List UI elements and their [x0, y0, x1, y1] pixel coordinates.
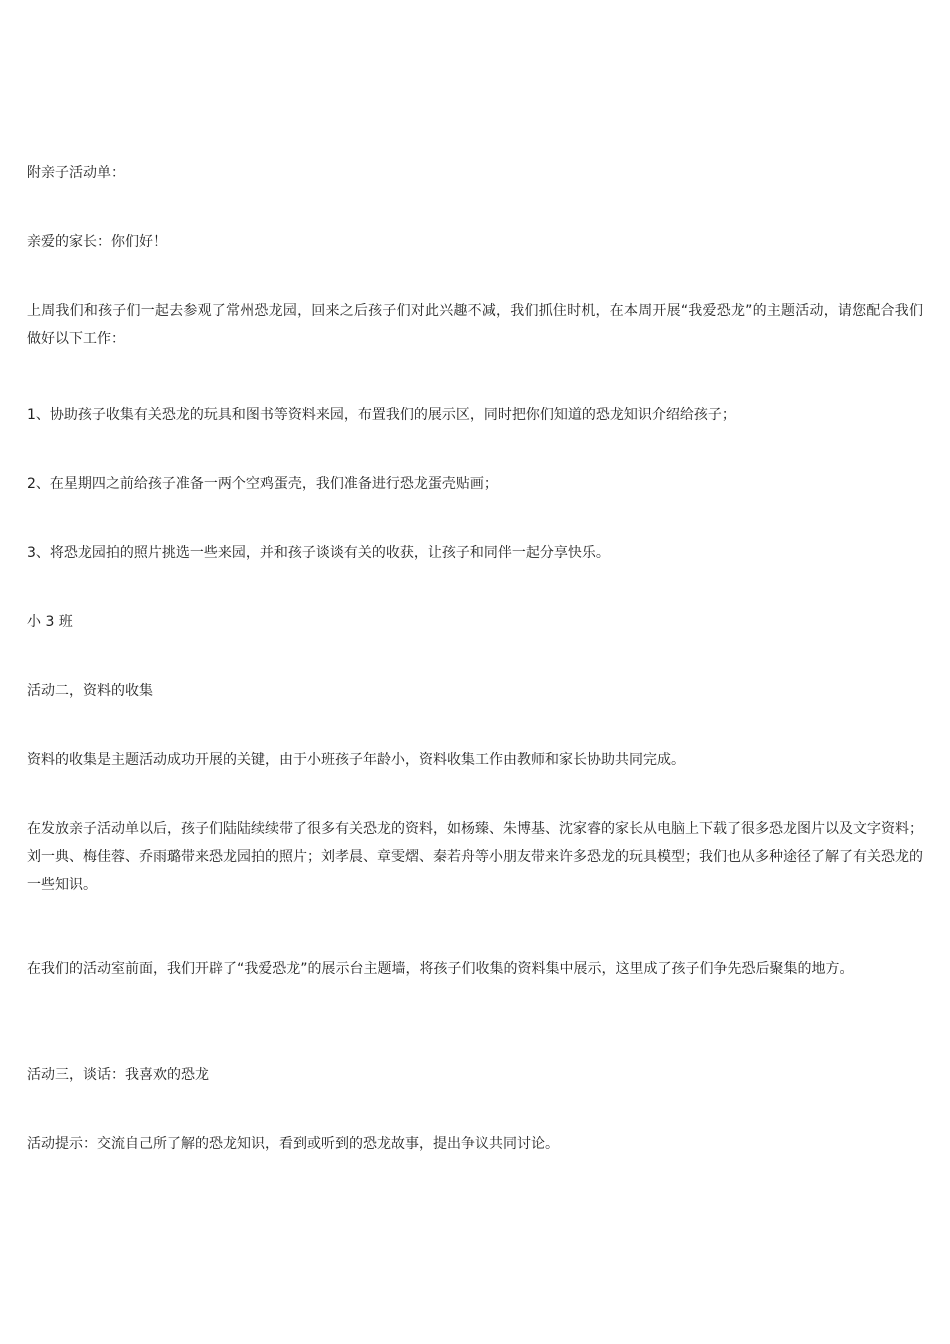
- activity-two-heading: 活动二，资料的收集: [27, 683, 153, 699]
- document-page: [27, 0, 923, 1344]
- collection-paragraph: 资料的收集是主题活动成功开展的关键，由于小班孩子年龄小，资料收集工作由教师和家长协助共同完成。: [27, 752, 685, 768]
- greeting: 亲爱的家长：你们好！: [27, 234, 167, 250]
- attachment-heading: 附亲子活动单：: [27, 165, 125, 181]
- task-item-1: 1、协助孩子收集有关恐龙的玩具和图书等资料来园，布置我们的展示区，同时把你们知道的恐龙知识介绍给孩子；: [27, 407, 736, 423]
- activity-three-heading: 活动三，谈话：我喜欢的恐龙: [27, 1067, 209, 1083]
- intro-paragraph: 上周我们和孩子们一起去参观了常州恐龙园，回来之后孩子们对此兴趣不减，我们抓住时机，在本周开展“我爱恐龙”的主题活动，请您配合我们做好以下工作：: [27, 303, 923, 347]
- activity-tip: 活动提示：交流自己所了解的恐龙知识，看到或听到的恐龙故事，提出争议共同讨论。: [27, 1136, 559, 1152]
- materials-paragraph: 在发放亲子活动单以后，孩子们陆陆续续带了很多有关恐龙的资料，如杨臻、朱博基、沈家睿的家长从电脑上下载了很多恐龙图片以及文字资料；刘一典、梅佳蓉、乔雨璐带来恐龙园拍的照片；刘孝晨、章雯熠、秦若舟等小朋友带来许多恐龙的玩具模型；我们也从多种途径了解了有关恐龙的一些知识。: [27, 821, 923, 893]
- task-item-2: 2、在星期四之前给孩子准备一两个空鸡蛋壳，我们准备进行恐龙蛋壳贴画；: [27, 476, 498, 492]
- task-item-3: 3、将恐龙园拍的照片挑选一些来园，并和孩子谈谈有关的收获，让孩子和同伴一起分享快乐。: [27, 545, 610, 561]
- display-wall-paragraph: 在我们的活动室前面，我们开辟了“我爱恐龙”的展示台主题墙，将孩子们收集的资料集中展示，这里成了孩子们争先恐后聚集的地方。: [27, 961, 854, 977]
- class-signature: 小 3 班: [27, 614, 73, 630]
